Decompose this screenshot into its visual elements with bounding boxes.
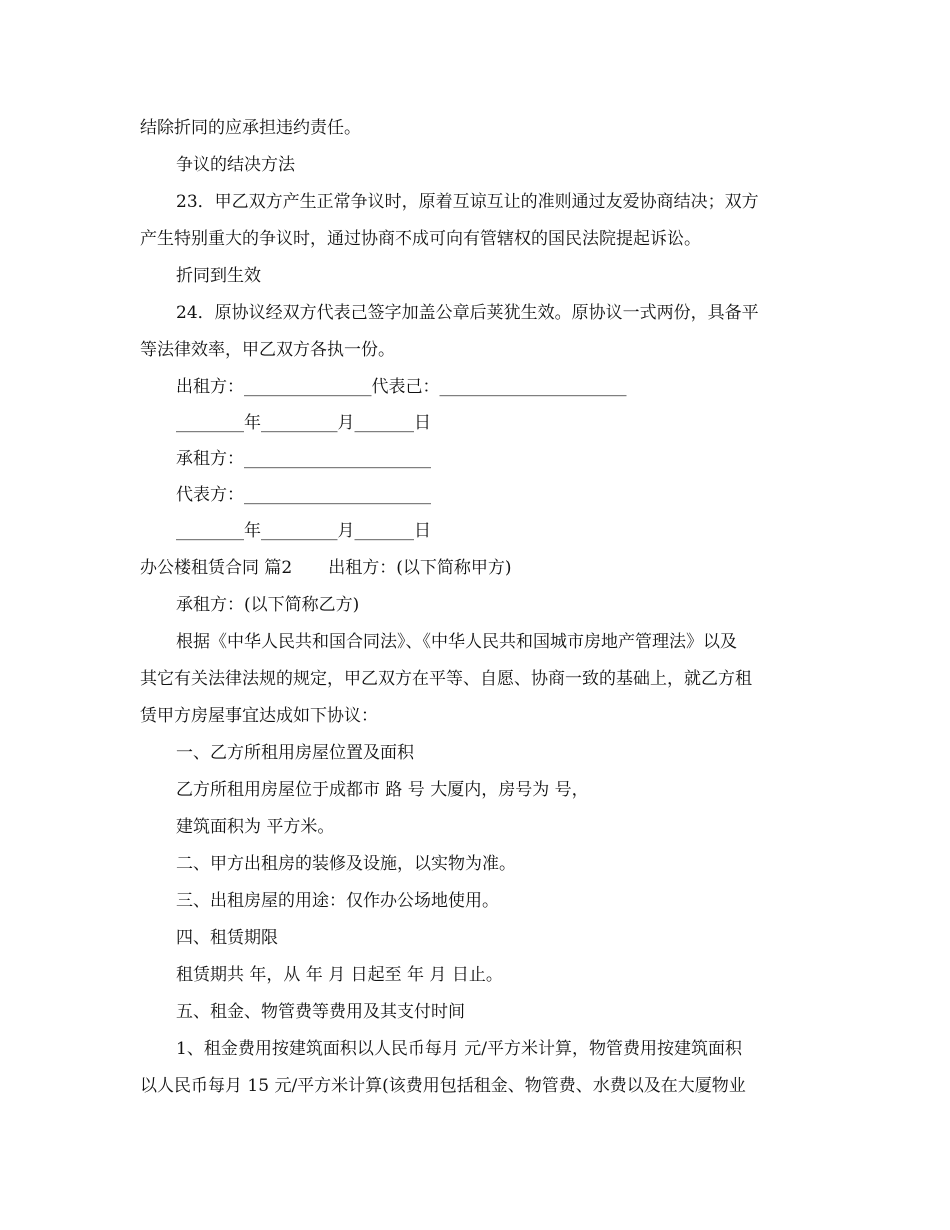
clause-heading: 三、出租房屋的用途：仅作办公场地使用。 <box>176 891 499 911</box>
lessee-party: 承租方：(以下简称乙方) <box>176 595 360 615</box>
text-line: 建筑面积为 平方米。 <box>176 817 335 837</box>
text-line: 结除折同的应承担违约责任。 <box>140 118 361 138</box>
clause-heading: 二、甲方出租房的装修及设施，以实物为准。 <box>176 854 516 874</box>
text-line: 以人民币每月 15 元/平方米计算(该费用包括租金、物管费、水费以及在大厦物业 <box>140 1076 746 1096</box>
clause-heading: 一、乙方所租用房屋位置及面积 <box>176 743 414 763</box>
text-line: 23．甲乙双方产生正常争议时，原着互谅互让的准则通过友爱协商结决；双方 <box>176 192 759 212</box>
contract-title: 办公楼租赁合同 篇2 <box>140 558 293 578</box>
text-line: 租赁期共 年，从 年 月 日起至 年 月 日止。 <box>176 965 503 985</box>
text-line: 产生特别重大的争议时，通过协商不成可向有管辖权的国民法院提起诉讼。 <box>140 229 701 249</box>
date-line: ________年_________月_______日 <box>176 413 431 433</box>
section-heading: 折同到生效 <box>176 266 261 286</box>
lessor-party: 出租方：(以下简称甲方) <box>328 558 512 578</box>
text-line: 根据《中华人民共和国合同法》、《中华人民共和国城市房地产管理法》以及 <box>176 632 737 652</box>
clause-heading: 四、租赁期限 <box>176 928 278 948</box>
text-line: 24．原协议经双方代表己签字加盖公章后荚犹生效。原协议一式两份，具备平 <box>176 303 759 323</box>
section-heading: 争议的结决方法 <box>176 155 295 175</box>
clause-heading: 五、租金、物管费等费用及其支付时间 <box>176 1002 465 1022</box>
text-line: 乙方所租用房屋位于成都市 路 号 大厦内，房号为 号， <box>176 780 589 800</box>
text-line: 等法律效率，甲乙双方各执一份。 <box>140 340 395 360</box>
lessee-signature-line: 承租方：______________________ <box>176 449 431 469</box>
lessor-signature-line: 出租方：_______________代表己：______________________ <box>176 377 627 397</box>
text-line: 其它有关法律法规的规定，甲乙双方在平等、自愿、协商一致的基础上，就乙方租 <box>140 669 752 689</box>
representative-signature-line: 代表方：______________________ <box>176 485 431 505</box>
date-line: ________年_________月_______日 <box>176 521 431 541</box>
text-line: 赁甲方房屋事宜达成如下协议： <box>140 706 378 726</box>
text-line: 1、租金费用按建筑面积以人民币每月 元/平方米计算，物管费用按建筑面积 <box>176 1039 742 1059</box>
contract-title-line <box>140 550 950 586</box>
